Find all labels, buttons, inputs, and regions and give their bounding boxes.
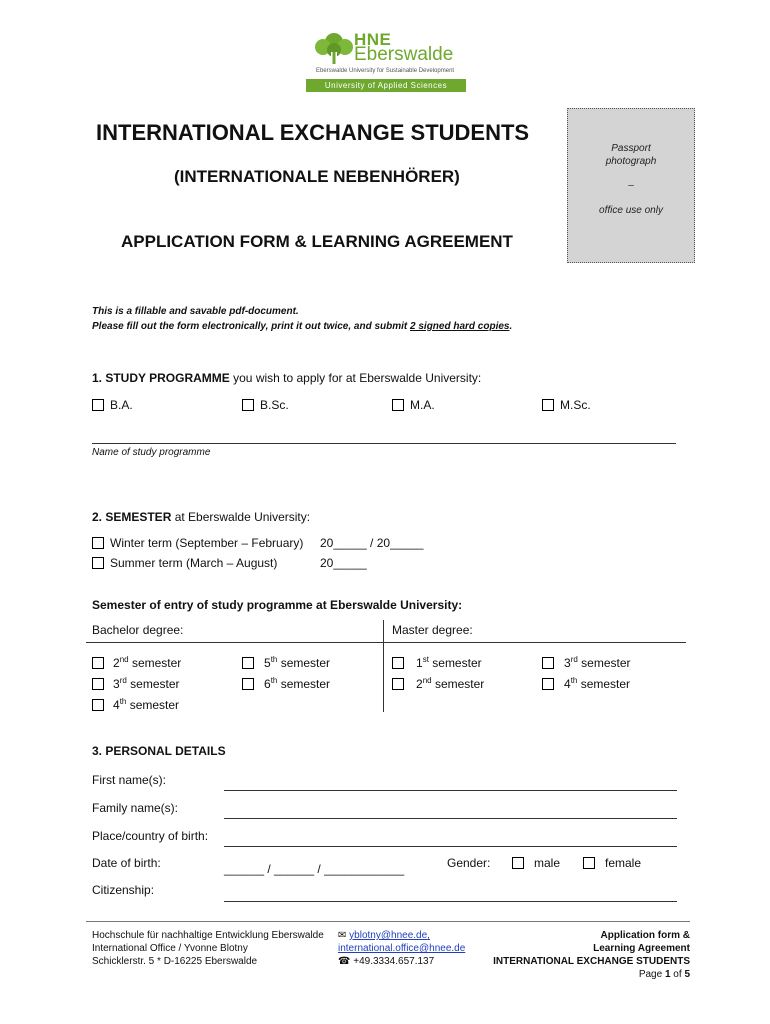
semester-number: 4 [113, 698, 120, 712]
semester-number: 3 [564, 656, 571, 670]
footer-phone-row [338, 955, 465, 968]
study-heading-bold: 1. STUDY PROGRAMME [92, 371, 230, 385]
footer-divider [86, 921, 690, 922]
footer-form-line-2: Learning Agreement [593, 943, 690, 954]
semester-word: semester [280, 656, 331, 670]
study-heading-rest: you wish to apply for at Eberswalde University: [229, 371, 482, 385]
note-signed-copies: 2 signed hard copies [410, 321, 510, 332]
bachelor-2nd-semester-label [113, 656, 181, 670]
bsc-checkbox[interactable] [242, 399, 254, 411]
footer-email-row-2 [338, 942, 465, 955]
footer-email-row [338, 929, 465, 942]
gender-female-label: female [605, 856, 642, 870]
master-3rd-semester-checkbox[interactable] [542, 657, 554, 669]
master-4th-semester-label [564, 677, 630, 691]
semester-ordinal: th [270, 676, 278, 685]
footer-contact [338, 929, 465, 968]
logo-band: University of Applied Sciences [306, 79, 466, 92]
study-programme-name-field[interactable] [92, 443, 676, 444]
winter-term-year-field[interactable]: 20_____ / 20_____ [320, 536, 424, 550]
footer-form-line-3: INTERNATIONAL EXCHANGE STUDENTS [493, 956, 690, 967]
semester-number: 3 [113, 677, 120, 691]
bsc-label: B.Sc. [260, 398, 289, 412]
office-use-label: office use only [599, 205, 663, 216]
photograph-label: photograph [605, 156, 657, 167]
semester-ordinal: th [119, 697, 127, 706]
footer-address [92, 929, 324, 968]
master-3rd-semester-label [564, 656, 631, 670]
semester-word: semester [130, 677, 180, 691]
semester-number: 4 [564, 677, 571, 691]
semester-word: semester [580, 677, 631, 691]
email-link-2[interactable]: international.office@hnee.de [338, 943, 466, 954]
gender-male-label: male [534, 856, 561, 870]
gender-label: Gender: [447, 856, 491, 870]
master-2nd-semester-checkbox[interactable] [392, 678, 404, 690]
summer-term-label: Summer term (March – August) [110, 556, 278, 570]
semester-ordinal: st [422, 655, 429, 664]
ba-label: B.A. [110, 398, 133, 412]
footer-form-line-1: Application form & [600, 930, 690, 941]
page-pre: Page [638, 969, 665, 980]
hne-logo [300, 30, 470, 94]
place-of-birth-label: Place/country of birth: [92, 829, 209, 843]
master-degree-label: Master degree: [392, 623, 473, 637]
semester-word: semester [131, 656, 182, 670]
master-1st-semester-label [416, 656, 482, 670]
semester-ordinal: nd [119, 655, 129, 664]
study-programme-heading [92, 371, 481, 385]
winter-term-checkbox[interactable] [92, 537, 104, 549]
passport-photo-box [567, 108, 695, 263]
footer-address-line-1: Hochschule für nachhaltige Entwicklung Eberswalde [92, 930, 324, 941]
semester-number: 5 [264, 656, 271, 670]
master-2nd-semester-label [416, 677, 484, 691]
first-name-field[interactable] [224, 790, 677, 791]
citizenship-label: Citizenship: [92, 883, 155, 897]
note-line-2 [92, 321, 512, 332]
note-line-1: This is a fillable and savable pdf-document. [92, 306, 299, 317]
semester-ordinal: rd [119, 676, 127, 685]
ba-checkbox[interactable] [92, 399, 104, 411]
citizenship-field[interactable] [224, 901, 677, 902]
place-of-birth-field[interactable] [224, 846, 677, 847]
msc-label: M.Sc. [560, 398, 591, 412]
msc-checkbox[interactable] [542, 399, 554, 411]
semester-number: 1 [416, 656, 423, 670]
gender-female-checkbox[interactable] [583, 857, 595, 869]
bachelor-4th-semester-label [113, 698, 179, 712]
tree-logo-icon [314, 32, 354, 66]
bachelor-3rd-semester-label [113, 677, 180, 691]
semester-heading-bold: 2. SEMESTER [92, 510, 172, 524]
degree-column-divider [383, 620, 384, 712]
semester-heading [92, 510, 310, 524]
page-total: 5 [684, 969, 690, 980]
bachelor-3rd-semester-checkbox[interactable] [92, 678, 104, 690]
summer-term-year-field[interactable]: 20_____ [320, 556, 367, 570]
semester-word: semester [280, 677, 331, 691]
date-of-birth-field[interactable]: ______ / ______ / ____________ [224, 862, 405, 876]
note-line-2-end: . [509, 321, 513, 332]
semester-number: 2 [416, 677, 423, 691]
passport-label: Passport [611, 143, 651, 154]
email-link-1[interactable]: yblotny@hnee.de, [349, 930, 430, 941]
master-4th-semester-checkbox[interactable] [542, 678, 554, 690]
bachelor-6th-semester-checkbox[interactable] [242, 678, 254, 690]
footer-address-line-2: International Office / Yvonne Blotny [92, 943, 248, 954]
semester-word: semester [129, 698, 180, 712]
footer-phone: +49.3334.657.137 [353, 956, 435, 967]
bachelor-4th-semester-checkbox[interactable] [92, 699, 104, 711]
master-1st-semester-checkbox[interactable] [392, 657, 404, 669]
form-title: APPLICATION FORM & LEARNING AGREEMENT [121, 232, 513, 251]
logo-word-eberswalde: Eberswalde [354, 44, 454, 65]
semester-ordinal: rd [570, 655, 578, 664]
ma-checkbox[interactable] [392, 399, 404, 411]
date-of-birth-label: Date of birth: [92, 856, 161, 870]
winter-term-label: Winter term (September – February) [110, 536, 304, 550]
phone-icon: ☎ [338, 956, 351, 967]
semester-ordinal: nd [422, 676, 432, 685]
bachelor-5th-semester-label [264, 656, 330, 670]
family-name-label: Family name(s): [92, 801, 179, 815]
note-line-2-text: Please fill out the form electronically, print it out twice, and submit [92, 321, 411, 332]
bachelor-5th-semester-checkbox[interactable] [242, 657, 254, 669]
semester-ordinal: th [270, 655, 278, 664]
semester-number: 2 [113, 656, 120, 670]
passport-dash: – [628, 180, 634, 191]
page-mid: of [670, 969, 685, 980]
gender-male-checkbox[interactable] [512, 857, 524, 869]
ma-label: M.A. [410, 398, 435, 412]
logo-subtitle: Eberswalde University for Sustainable Development [316, 68, 455, 74]
study-programme-name-label: Name of study programme [92, 447, 211, 458]
semester-word: semester [434, 677, 485, 691]
page-number [493, 968, 690, 981]
first-name-label: First name(s): [92, 773, 167, 787]
footer-form-info [493, 929, 690, 981]
bachelor-degree-label: Bachelor degree: [92, 623, 184, 637]
page-current: 1 [664, 969, 671, 980]
semester-number: 6 [264, 677, 271, 691]
summer-term-checkbox[interactable] [92, 557, 104, 569]
semester-word: semester [581, 656, 631, 670]
bachelor-2nd-semester-checkbox[interactable] [92, 657, 104, 669]
page-title: INTERNATIONAL EXCHANGE STUDENTS [96, 120, 530, 145]
degree-table-divider [86, 642, 686, 643]
semester-word: semester [432, 656, 482, 670]
footer-address-line-3: Schicklerstr. 5 * D-16225 Eberswalde [92, 956, 258, 967]
logo-word-hne: HNE [354, 30, 392, 49]
semester-heading-rest: at Eberswalde University: [171, 510, 311, 524]
page-subtitle-german: (INTERNATIONALE NEBENHÖRER) [174, 167, 460, 186]
personal-details-heading: 3. PERSONAL DETAILS [92, 744, 226, 758]
semester-ordinal: th [570, 676, 578, 685]
family-name-field[interactable] [224, 818, 677, 819]
bachelor-6th-semester-label [264, 677, 330, 691]
envelope-icon: ✉ [338, 930, 347, 941]
semester-entry-heading: Semester of entry of study programme at Eberswalde University: [92, 598, 463, 612]
